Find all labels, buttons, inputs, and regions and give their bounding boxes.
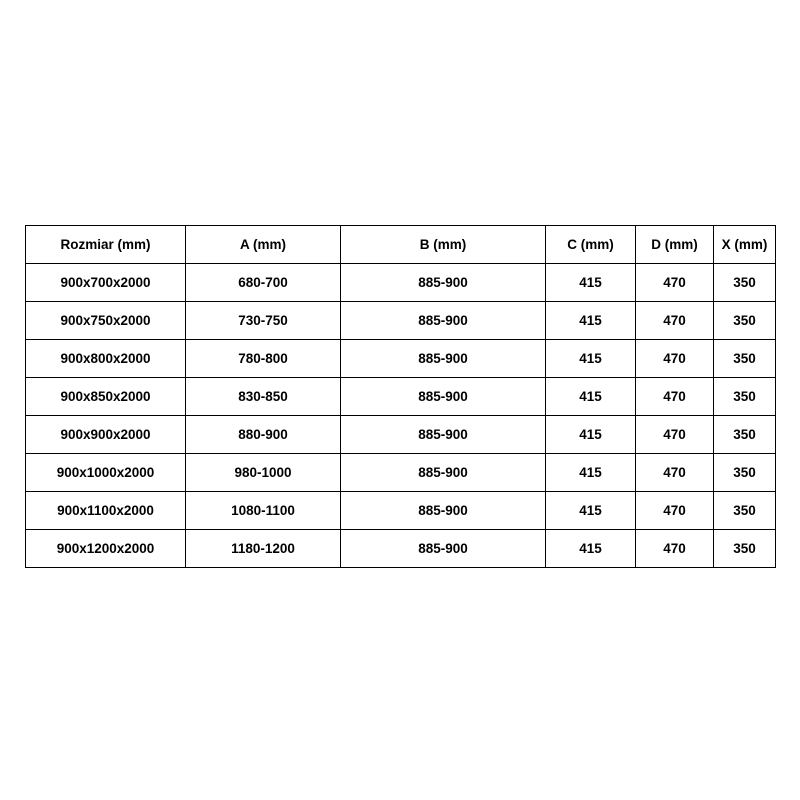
cell-d: 470 (636, 492, 714, 530)
cell-b: 885-900 (341, 492, 546, 530)
cell-c: 415 (546, 416, 636, 454)
cell-a: 780-800 (186, 340, 341, 378)
cell-x: 350 (714, 378, 776, 416)
cell-rozmiar: 900x1100x2000 (26, 492, 186, 530)
table-row (26, 340, 776, 378)
cell-x: 350 (714, 530, 776, 568)
cell-rozmiar: 900x1200x2000 (26, 530, 186, 568)
cell-rozmiar: 900x800x2000 (26, 340, 186, 378)
column-header-x: X (mm) (714, 226, 776, 264)
cell-a: 980-1000 (186, 454, 341, 492)
cell-d: 470 (636, 454, 714, 492)
cell-a: 730-750 (186, 302, 341, 340)
cell-c: 415 (546, 454, 636, 492)
cell-d: 470 (636, 416, 714, 454)
cell-x: 350 (714, 416, 776, 454)
cell-x: 350 (714, 454, 776, 492)
table-row (26, 264, 776, 302)
column-header-rozmiar: Rozmiar (mm) (26, 226, 186, 264)
cell-d: 470 (636, 264, 714, 302)
column-header-a: A (mm) (186, 226, 341, 264)
cell-b: 885-900 (341, 378, 546, 416)
cell-c: 415 (546, 302, 636, 340)
table-row (26, 416, 776, 454)
cell-x: 350 (714, 340, 776, 378)
cell-b: 885-900 (341, 302, 546, 340)
column-header-d: D (mm) (636, 226, 714, 264)
cell-x: 350 (714, 492, 776, 530)
cell-rozmiar: 900x850x2000 (26, 378, 186, 416)
table-row (26, 530, 776, 568)
cell-a: 1080-1100 (186, 492, 341, 530)
table-header-row (26, 226, 776, 264)
cell-b: 885-900 (341, 416, 546, 454)
cell-c: 415 (546, 264, 636, 302)
cell-c: 415 (546, 340, 636, 378)
cell-a: 1180-1200 (186, 530, 341, 568)
column-header-c: C (mm) (546, 226, 636, 264)
cell-a: 880-900 (186, 416, 341, 454)
table-row (26, 492, 776, 530)
cell-x: 350 (714, 302, 776, 340)
cell-b: 885-900 (341, 340, 546, 378)
cell-rozmiar: 900x900x2000 (26, 416, 186, 454)
cell-d: 470 (636, 302, 714, 340)
cell-c: 415 (546, 530, 636, 568)
cell-b: 885-900 (341, 264, 546, 302)
cell-d: 470 (636, 378, 714, 416)
column-header-b: B (mm) (341, 226, 546, 264)
table-row (26, 454, 776, 492)
dimensions-table (25, 225, 776, 568)
cell-c: 415 (546, 378, 636, 416)
cell-x: 350 (714, 264, 776, 302)
cell-rozmiar: 900x1000x2000 (26, 454, 186, 492)
table-row (26, 378, 776, 416)
cell-d: 470 (636, 340, 714, 378)
cell-a: 830-850 (186, 378, 341, 416)
cell-rozmiar: 900x700x2000 (26, 264, 186, 302)
cell-a: 680-700 (186, 264, 341, 302)
cell-b: 885-900 (341, 530, 546, 568)
cell-c: 415 (546, 492, 636, 530)
cell-b: 885-900 (341, 454, 546, 492)
cell-rozmiar: 900x750x2000 (26, 302, 186, 340)
table-row (26, 302, 776, 340)
size-table-container (25, 225, 775, 568)
cell-d: 470 (636, 530, 714, 568)
